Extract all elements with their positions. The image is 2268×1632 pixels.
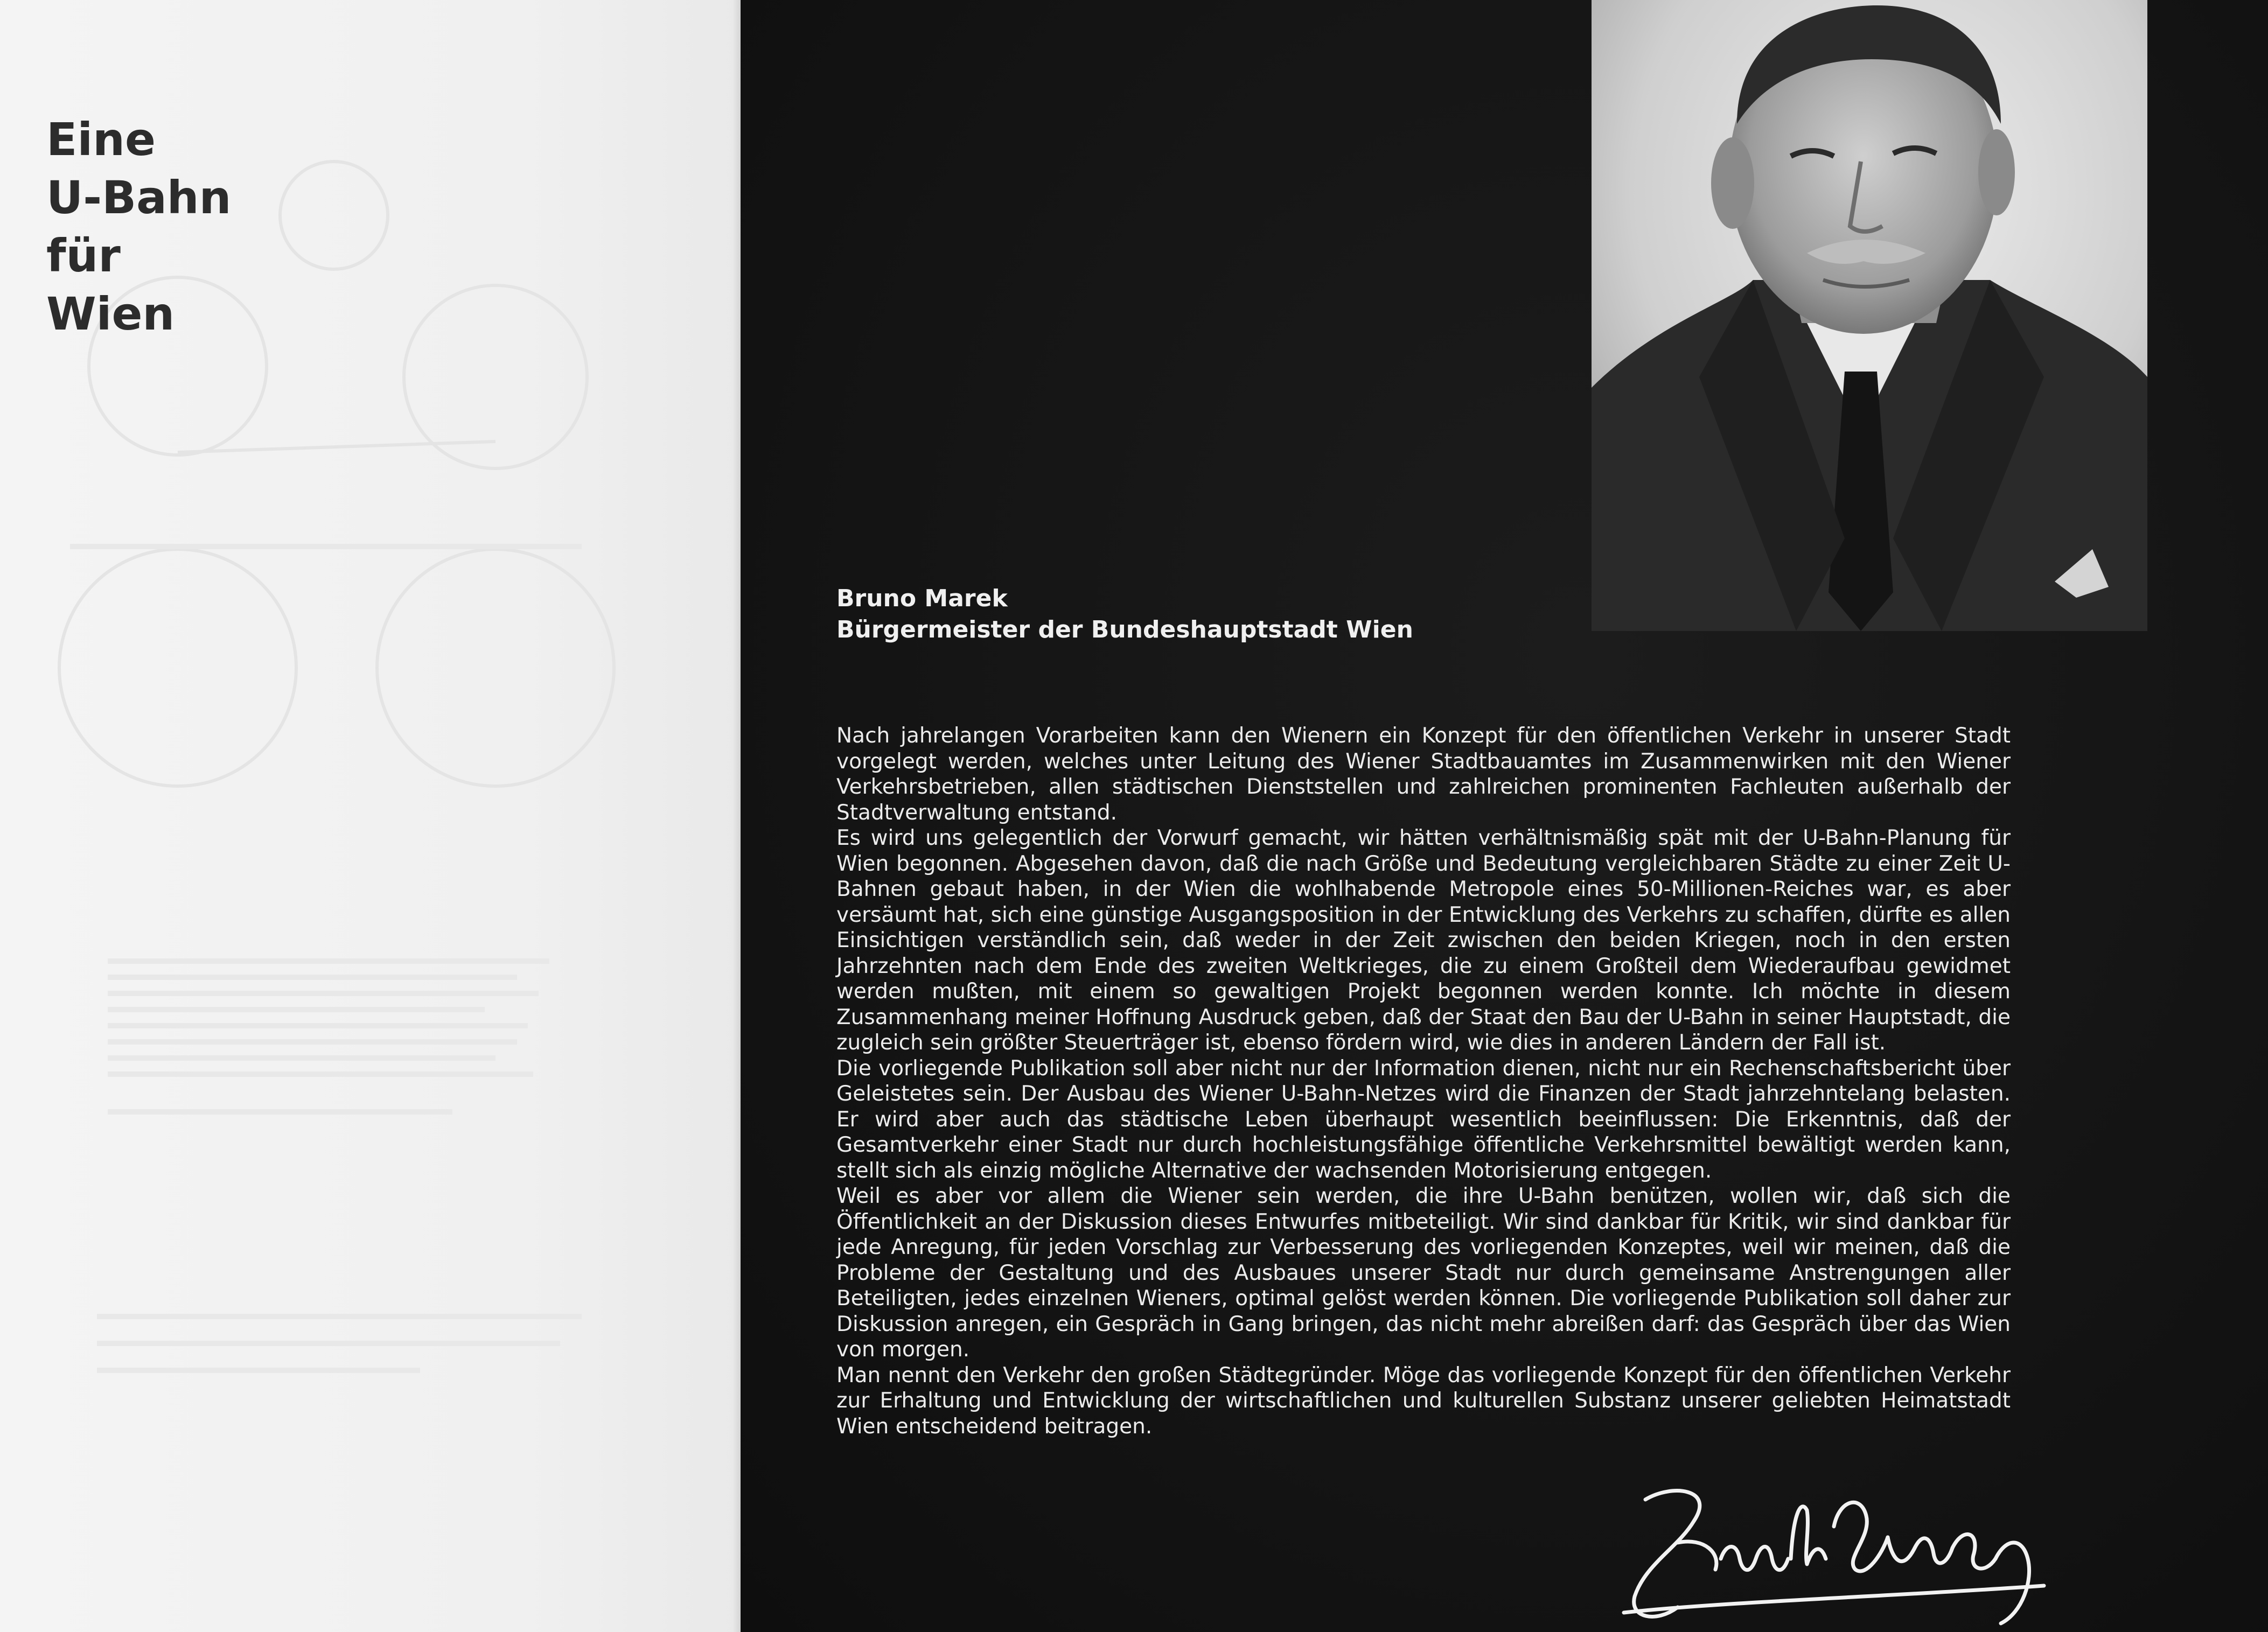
portrait-caption <box>836 583 1413 646</box>
left-page <box>0 0 741 1632</box>
title-line: für <box>46 229 121 282</box>
page-title <box>46 110 231 343</box>
caption-name: Bruno Marek <box>836 585 1008 612</box>
caption-role: Bürgermeister der Bundeshauptstadt Wien <box>836 616 1413 643</box>
paragraph: Die vorliegende Publikation soll aber nicht nur der Information dienen, nicht nur ein Rechenschaftsbericht über Geleistetes sein. Der Ausbau des Wiener U-Bahn-Netzes wird die Finanzen der Stadt jahrzehntelang belasten. Er wird aber auch das städtische Leben überhaupt wesentlich beeinflussen: Die Erkenntnis, daß der Gesamtverkehr einer Stadt nur durch hochleistungsfähige öffentliche Verkehrsmittel bewältigt werden kann, stellt sich als einzig mögliche Alternative der wachsenden Motorisierung entgegen. <box>836 1056 2011 1183</box>
portrait-photo <box>1592 0 2147 631</box>
paragraph: Es wird uns gelegentlich der Vorwurf gemacht, wir hätten verhältnismäßig spät mit der U-Bahn-Planung für Wien begonnen. Abgesehen davon, daß die nach Größe und Bedeutung vergleichbaren Städte zu einer Zeit U-Bahnen gebaut haben, in der Wien die wohlhabende Metropole eines 50-Millionen-Reiches war, es aber versäumt hat, sich eine günstige Ausgangsposition in der Entwicklung des Verkehrs zu schaffen, dürfte es allen Einsichtigen verständlich sein, daß weder in der Zeit zwischen den beiden Kriegen, noch in den ersten Jahrzehnten nach dem Ende des zweiten Weltkrieges, die zu einem Großteil dem Wiederaufbau gewidmet werden mußten, mit einem so gewaltigen Projekt begonnen werden konnte. Ich möchte in diesem Zusammenhang meiner Hoffnung Ausdruck geben, daß der Staat den Bau der U-Bahn in seiner Hauptstadt, die zugleich sein größter Steuerträger ist, ebenso fördern wird, wie dies in anderen Ländern der Fall ist. <box>836 826 2011 1055</box>
title-line: Eine <box>46 113 156 166</box>
signature <box>1613 1478 2065 1629</box>
title-line: Wien <box>46 288 175 340</box>
paragraph: Man nennt den Verkehr den großen Städtegründer. Möge das vorliegende Konzept für den öffentlichen Verkehr zur Erhaltung und Entwicklung der wirtschaftlichen und kulturellen Substanz unserer geliebten Heimatstadt Wien entscheidend beitragen. <box>836 1363 2011 1439</box>
paragraph: Nach jahrelangen Vorarbeiten kann den Wienern ein Konzept für den öffentlichen Verkehr in unserer Stadt vorgelegt werden, welches unter Leitung des Wiener Stadtbauamtes im Zusammenwirken mit den Wiener Verkehrsbetrieben, allen städtischen Dienststellen und zahlreichen prominenten Fachleuten außerhalb der Stadtverwaltung entstand. <box>836 724 2011 825</box>
right-page <box>741 0 2268 1632</box>
title-line: U-Bahn <box>46 171 232 224</box>
foreword-text <box>836 723 2011 1439</box>
paragraph: Weil es aber vor allem die Wiener sein werden, die ihre U-Bahn benützen, wollen wir, daß sich die Öffentlichkeit an der Diskussion dieses Entwurfes mitbeteiligt. Wir sind dankbar für Kritik, wir sind dankbar für jede Anregung, für jeden Vorschlag zur Verbesserung des vorliegenden Konzeptes, weil wir meinen, daß die Probleme der Gestaltung und des Ausbaues unserer Stadt nur durch gemeinsame Anstrengungen aller Beteiligten, jedes einzelnen Wieners, optimal gelöst werden können. Die vorliegende Publikation soll daher zur Diskussion anregen, ein Gespräch in Gang bringen, das nicht mehr abreißen darf: das Gespräch über das Wien von morgen. <box>836 1184 2011 1362</box>
